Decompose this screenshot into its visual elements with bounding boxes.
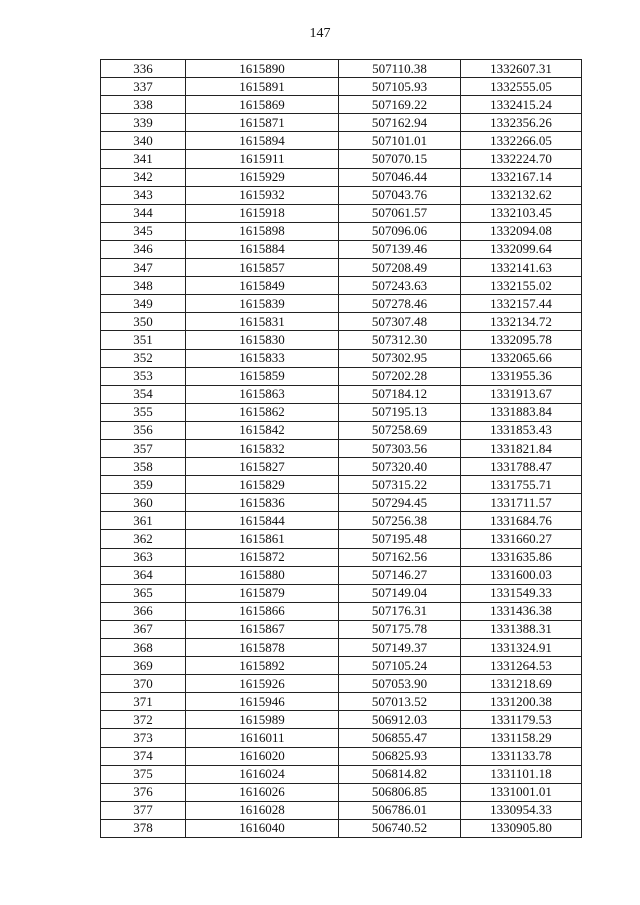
id-cell: 1615932 <box>186 186 339 204</box>
y-coordinate-cell: 1332167.14 <box>461 168 582 186</box>
y-coordinate-cell: 1332134.72 <box>461 313 582 331</box>
point-number-cell: 347 <box>101 259 186 277</box>
y-coordinate-cell: 1331853.43 <box>461 421 582 439</box>
y-coordinate-cell: 1332103.45 <box>461 204 582 222</box>
point-number-cell: 371 <box>101 693 186 711</box>
table-row <box>101 222 582 240</box>
table-row <box>101 96 582 114</box>
y-coordinate-cell: 1331788.47 <box>461 458 582 476</box>
y-coordinate-cell: 1332095.78 <box>461 331 582 349</box>
x-coordinate-cell: 507149.04 <box>339 584 461 602</box>
x-coordinate-cell: 507202.28 <box>339 367 461 385</box>
y-coordinate-cell: 1332141.63 <box>461 259 582 277</box>
x-coordinate-cell: 506786.01 <box>339 801 461 819</box>
y-coordinate-cell: 1331913.67 <box>461 385 582 403</box>
id-cell: 1615918 <box>186 204 339 222</box>
y-coordinate-cell: 1331264.53 <box>461 657 582 675</box>
point-number-cell: 361 <box>101 512 186 530</box>
table-row <box>101 240 582 258</box>
point-number-cell: 373 <box>101 729 186 747</box>
point-number-cell: 343 <box>101 186 186 204</box>
point-number-cell: 345 <box>101 222 186 240</box>
y-coordinate-cell: 1332132.62 <box>461 186 582 204</box>
point-number-cell: 355 <box>101 403 186 421</box>
table-row <box>101 620 582 638</box>
x-coordinate-cell: 507162.94 <box>339 114 461 132</box>
table-row <box>101 331 582 349</box>
x-coordinate-cell: 507315.22 <box>339 476 461 494</box>
x-coordinate-cell: 507302.95 <box>339 349 461 367</box>
point-number-cell: 362 <box>101 530 186 548</box>
table-row <box>101 421 582 439</box>
point-number-cell: 348 <box>101 277 186 295</box>
point-number-cell: 360 <box>101 494 186 512</box>
id-cell: 1615894 <box>186 132 339 150</box>
point-number-cell: 378 <box>101 819 186 837</box>
id-cell: 1616011 <box>186 729 339 747</box>
y-coordinate-cell: 1331179.53 <box>461 711 582 729</box>
table-row <box>101 693 582 711</box>
point-number-cell: 368 <box>101 639 186 657</box>
table-row <box>101 150 582 168</box>
y-coordinate-cell: 1332065.66 <box>461 349 582 367</box>
x-coordinate-cell: 507195.13 <box>339 403 461 421</box>
point-number-cell: 365 <box>101 584 186 602</box>
y-coordinate-cell: 1331755.71 <box>461 476 582 494</box>
x-coordinate-cell: 507043.76 <box>339 186 461 204</box>
y-coordinate-cell: 1331955.36 <box>461 367 582 385</box>
x-coordinate-cell: 507053.90 <box>339 675 461 693</box>
y-coordinate-cell: 1331158.29 <box>461 729 582 747</box>
point-number-cell: 366 <box>101 602 186 620</box>
x-coordinate-cell: 507294.45 <box>339 494 461 512</box>
y-coordinate-cell: 1331549.33 <box>461 584 582 602</box>
x-coordinate-cell: 506825.93 <box>339 747 461 765</box>
id-cell: 1615829 <box>186 476 339 494</box>
table-row <box>101 675 582 693</box>
point-number-cell: 340 <box>101 132 186 150</box>
id-cell: 1615833 <box>186 349 339 367</box>
table-row <box>101 277 582 295</box>
x-coordinate-cell: 507105.24 <box>339 657 461 675</box>
table-row <box>101 349 582 367</box>
table-row <box>101 78 582 96</box>
y-coordinate-cell: 1332356.26 <box>461 114 582 132</box>
x-coordinate-cell: 507061.57 <box>339 204 461 222</box>
x-coordinate-cell: 507110.38 <box>339 60 461 78</box>
table-row <box>101 259 582 277</box>
x-coordinate-cell: 507320.40 <box>339 458 461 476</box>
y-coordinate-cell: 1331821.84 <box>461 439 582 457</box>
id-cell: 1615869 <box>186 96 339 114</box>
x-coordinate-cell: 507162.56 <box>339 548 461 566</box>
point-number-cell: 346 <box>101 240 186 258</box>
id-cell: 1615880 <box>186 566 339 584</box>
id-cell: 1615911 <box>186 150 339 168</box>
y-coordinate-cell: 1330905.80 <box>461 819 582 837</box>
id-cell: 1615832 <box>186 439 339 457</box>
table-row <box>101 494 582 512</box>
table-row <box>101 729 582 747</box>
y-coordinate-cell: 1332099.64 <box>461 240 582 258</box>
point-number-cell: 377 <box>101 801 186 819</box>
id-cell: 1616028 <box>186 801 339 819</box>
x-coordinate-cell: 507013.52 <box>339 693 461 711</box>
id-cell: 1615871 <box>186 114 339 132</box>
table-row <box>101 204 582 222</box>
x-coordinate-cell: 506740.52 <box>339 819 461 837</box>
id-cell: 1615879 <box>186 584 339 602</box>
point-number-cell: 341 <box>101 150 186 168</box>
id-cell: 1615862 <box>186 403 339 421</box>
point-number-cell: 359 <box>101 476 186 494</box>
id-cell: 1615861 <box>186 530 339 548</box>
x-coordinate-cell: 507139.46 <box>339 240 461 258</box>
id-cell: 1615839 <box>186 295 339 313</box>
y-coordinate-cell: 1331218.69 <box>461 675 582 693</box>
x-coordinate-cell: 507307.48 <box>339 313 461 331</box>
table-body <box>101 60 582 838</box>
id-cell: 1615857 <box>186 259 339 277</box>
id-cell: 1615898 <box>186 222 339 240</box>
table-row <box>101 566 582 584</box>
id-cell: 1615872 <box>186 548 339 566</box>
point-number-cell: 336 <box>101 60 186 78</box>
x-coordinate-cell: 507243.63 <box>339 277 461 295</box>
table-row <box>101 476 582 494</box>
y-coordinate-cell: 1330954.33 <box>461 801 582 819</box>
id-cell: 1615892 <box>186 657 339 675</box>
id-cell: 1615946 <box>186 693 339 711</box>
point-number-cell: 350 <box>101 313 186 331</box>
point-number-cell: 353 <box>101 367 186 385</box>
id-cell: 1615844 <box>186 512 339 530</box>
point-number-cell: 351 <box>101 331 186 349</box>
page-number: 147 <box>309 26 331 41</box>
y-coordinate-cell: 1331001.01 <box>461 783 582 801</box>
point-number-cell: 369 <box>101 657 186 675</box>
id-cell: 1615830 <box>186 331 339 349</box>
table-row <box>101 819 582 837</box>
id-cell: 1615926 <box>186 675 339 693</box>
table-row <box>101 367 582 385</box>
table-row <box>101 439 582 457</box>
table-row <box>101 132 582 150</box>
table-row <box>101 512 582 530</box>
y-coordinate-cell: 1332415.24 <box>461 96 582 114</box>
table-row <box>101 313 582 331</box>
point-number-cell: 367 <box>101 620 186 638</box>
x-coordinate-cell: 507312.30 <box>339 331 461 349</box>
x-coordinate-cell: 507303.56 <box>339 439 461 457</box>
id-cell: 1615859 <box>186 367 339 385</box>
x-coordinate-cell: 507149.37 <box>339 639 461 657</box>
x-coordinate-cell: 507176.31 <box>339 602 461 620</box>
y-coordinate-cell: 1331133.78 <box>461 747 582 765</box>
x-coordinate-cell: 507256.38 <box>339 512 461 530</box>
point-number-cell: 337 <box>101 78 186 96</box>
point-number-cell: 372 <box>101 711 186 729</box>
y-coordinate-cell: 1331324.91 <box>461 639 582 657</box>
table-row <box>101 711 582 729</box>
x-coordinate-cell: 507208.49 <box>339 259 461 277</box>
id-cell: 1616020 <box>186 747 339 765</box>
table-row <box>101 783 582 801</box>
point-number-cell: 352 <box>101 349 186 367</box>
x-coordinate-cell: 507184.12 <box>339 385 461 403</box>
id-cell: 1615989 <box>186 711 339 729</box>
table-row <box>101 548 582 566</box>
y-coordinate-cell: 1332157.44 <box>461 295 582 313</box>
table-row <box>101 403 582 421</box>
table-row <box>101 530 582 548</box>
point-number-cell: 344 <box>101 204 186 222</box>
y-coordinate-cell: 1332607.31 <box>461 60 582 78</box>
id-cell: 1615827 <box>186 458 339 476</box>
id-cell: 1615878 <box>186 639 339 657</box>
id-cell: 1616026 <box>186 783 339 801</box>
y-coordinate-cell: 1332094.08 <box>461 222 582 240</box>
y-coordinate-cell: 1331388.31 <box>461 620 582 638</box>
table-row <box>101 747 582 765</box>
id-cell: 1615929 <box>186 168 339 186</box>
point-number-cell: 339 <box>101 114 186 132</box>
table-row <box>101 765 582 783</box>
point-number-cell: 342 <box>101 168 186 186</box>
id-cell: 1616040 <box>186 819 339 837</box>
coordinates-table <box>100 59 582 838</box>
table-row <box>101 458 582 476</box>
table-row <box>101 801 582 819</box>
y-coordinate-cell: 1332555.05 <box>461 78 582 96</box>
point-number-cell: 375 <box>101 765 186 783</box>
point-number-cell: 370 <box>101 675 186 693</box>
table-row <box>101 584 582 602</box>
id-cell: 1615849 <box>186 277 339 295</box>
y-coordinate-cell: 1331200.38 <box>461 693 582 711</box>
x-coordinate-cell: 507070.15 <box>339 150 461 168</box>
point-number-cell: 356 <box>101 421 186 439</box>
id-cell: 1615884 <box>186 240 339 258</box>
id-cell: 1615866 <box>186 602 339 620</box>
point-number-cell: 349 <box>101 295 186 313</box>
y-coordinate-cell: 1331660.27 <box>461 530 582 548</box>
table-row <box>101 168 582 186</box>
y-coordinate-cell: 1331711.57 <box>461 494 582 512</box>
x-coordinate-cell: 507046.44 <box>339 168 461 186</box>
y-coordinate-cell: 1332155.02 <box>461 277 582 295</box>
x-coordinate-cell: 506855.47 <box>339 729 461 747</box>
point-number-cell: 354 <box>101 385 186 403</box>
table-row <box>101 186 582 204</box>
x-coordinate-cell: 507096.06 <box>339 222 461 240</box>
id-cell: 1615836 <box>186 494 339 512</box>
y-coordinate-cell: 1331436.38 <box>461 602 582 620</box>
x-coordinate-cell: 507175.78 <box>339 620 461 638</box>
table-row <box>101 385 582 403</box>
point-number-cell: 376 <box>101 783 186 801</box>
y-coordinate-cell: 1331684.76 <box>461 512 582 530</box>
table-row <box>101 657 582 675</box>
x-coordinate-cell: 506912.03 <box>339 711 461 729</box>
x-coordinate-cell: 507258.69 <box>339 421 461 439</box>
y-coordinate-cell: 1331600.03 <box>461 566 582 584</box>
point-number-cell: 364 <box>101 566 186 584</box>
y-coordinate-cell: 1331101.18 <box>461 765 582 783</box>
id-cell: 1615831 <box>186 313 339 331</box>
id-cell: 1615891 <box>186 78 339 96</box>
x-coordinate-cell: 506806.85 <box>339 783 461 801</box>
point-number-cell: 363 <box>101 548 186 566</box>
x-coordinate-cell: 507146.27 <box>339 566 461 584</box>
point-number-cell: 358 <box>101 458 186 476</box>
point-number-cell: 374 <box>101 747 186 765</box>
y-coordinate-cell: 1331883.84 <box>461 403 582 421</box>
x-coordinate-cell: 507195.48 <box>339 530 461 548</box>
point-number-cell: 338 <box>101 96 186 114</box>
id-cell: 1615890 <box>186 60 339 78</box>
point-number-cell: 357 <box>101 439 186 457</box>
table-row <box>101 295 582 313</box>
table-row <box>101 602 582 620</box>
x-coordinate-cell: 507278.46 <box>339 295 461 313</box>
y-coordinate-cell: 1331635.86 <box>461 548 582 566</box>
table-row <box>101 114 582 132</box>
x-coordinate-cell: 506814.82 <box>339 765 461 783</box>
x-coordinate-cell: 507169.22 <box>339 96 461 114</box>
table-row <box>101 60 582 78</box>
y-coordinate-cell: 1332266.05 <box>461 132 582 150</box>
x-coordinate-cell: 507101.01 <box>339 132 461 150</box>
id-cell: 1615863 <box>186 385 339 403</box>
id-cell: 1615867 <box>186 620 339 638</box>
x-coordinate-cell: 507105.93 <box>339 78 461 96</box>
id-cell: 1616024 <box>186 765 339 783</box>
y-coordinate-cell: 1332224.70 <box>461 150 582 168</box>
table-row <box>101 639 582 657</box>
id-cell: 1615842 <box>186 421 339 439</box>
